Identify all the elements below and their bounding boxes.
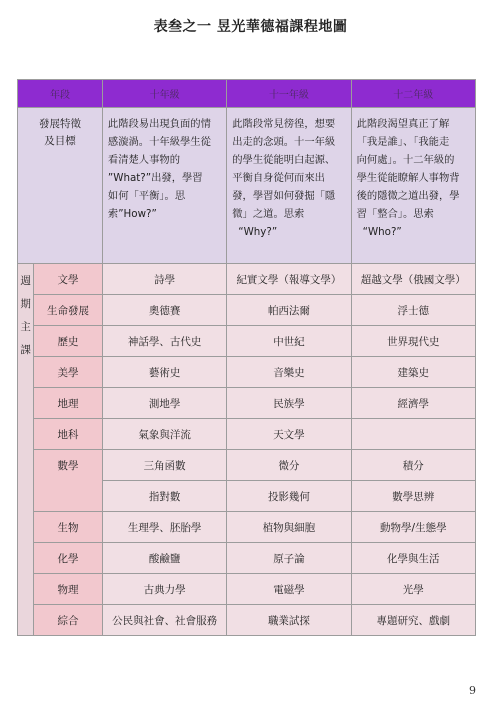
subject-cell: 地理: [34, 388, 103, 419]
subject-cell: 美學: [34, 357, 103, 388]
course-cell: 詩學: [102, 264, 226, 295]
side-label-char: 期: [20, 298, 31, 310]
course-cell: 動物學/生態學: [351, 512, 475, 543]
table-row: [18, 326, 476, 357]
table-header-row: [18, 80, 476, 108]
goals-grade-11: [227, 108, 351, 264]
header-grade-12: 十二年級: [351, 80, 475, 108]
subject-cell: 生命發展: [34, 295, 103, 326]
goals-text-line: 出走的念頭。十一年級: [232, 136, 336, 148]
goals-grade-12: [351, 108, 475, 264]
goals-text-line: 此階段常見徬徨，想要: [232, 118, 336, 130]
page-number: 9: [469, 684, 476, 697]
course-cell: 氣象與洋流: [102, 419, 226, 450]
course-cell: 藝術史: [102, 357, 226, 388]
goals-text-line: 索”How?”: [107, 208, 157, 220]
side-label-char: 週: [20, 275, 31, 287]
course-cell: 數學思辨: [351, 481, 475, 512]
subject-cell: 歷史: [34, 326, 103, 357]
course-cell: 神話學、古代史: [102, 326, 226, 357]
goals-text-line: 「我是誰」、「我能走: [356, 136, 450, 148]
header-grade-11: 十一年級: [227, 80, 351, 108]
goals-text-line: 學生從能瞭解人事物背: [356, 172, 460, 184]
goals-text-line: 此階段渴望真正了解: [356, 118, 450, 130]
course-cell: 測地學: [102, 388, 226, 419]
course-cell: 中世紀: [227, 326, 351, 357]
table-row: [18, 574, 476, 605]
course-cell: 民族學: [227, 388, 351, 419]
course-cell: 職業試探: [227, 605, 351, 636]
table-row: [18, 543, 476, 574]
course-cell: 光學: [351, 574, 475, 605]
course-cell: 三角函數: [102, 450, 226, 481]
goals-text-line: “Who?”: [362, 226, 402, 238]
subject-cell: 文學: [34, 264, 103, 295]
goals-label-line: 及目標: [44, 135, 76, 147]
goals-text-line: 此階段易出現負面的情: [107, 118, 211, 130]
course-cell: 紀實文學（報導文學）: [227, 264, 351, 295]
table-row: [18, 295, 476, 326]
header-grade-level: 年段: [18, 80, 103, 108]
course-cell: 帕西法爾: [227, 295, 351, 326]
table-row: [18, 450, 476, 481]
course-cell: 天文學: [227, 419, 351, 450]
course-cell: 建築史: [351, 357, 475, 388]
goals-text-line: 習「整合」。思索: [356, 208, 434, 220]
course-cell: 原子論: [227, 543, 351, 574]
course-cell: 指對數: [102, 481, 226, 512]
subject-cell: 地科: [34, 419, 103, 450]
course-cell: 積分: [351, 450, 475, 481]
goals-text-line: “Why?”: [238, 226, 278, 238]
course-cell: 浮士德: [351, 295, 475, 326]
side-label-char: 主: [20, 321, 31, 333]
table-row: [18, 388, 476, 419]
table-row: [18, 605, 476, 636]
goals-text-line: 如何「平衡」。思: [107, 190, 186, 202]
curriculum-table: [17, 79, 476, 636]
goals-label: [18, 108, 103, 264]
subject-cell: 化學: [34, 543, 103, 574]
course-cell: 世界現代史: [351, 326, 475, 357]
course-cell-empty: [351, 419, 475, 450]
subject-cell: 生物: [34, 512, 103, 543]
course-cell: 植物與細胞: [227, 512, 351, 543]
course-cell: 古典力學: [102, 574, 226, 605]
course-cell: 生理學、胚胎學: [102, 512, 226, 543]
course-cell: 經濟學: [351, 388, 475, 419]
side-label: [18, 264, 34, 636]
side-label-char: 課: [20, 344, 31, 356]
goals-label-line: 發展特徵: [38, 118, 81, 130]
course-cell: 音樂史: [227, 357, 351, 388]
goals-grade-10: [102, 108, 226, 264]
table-row: [18, 512, 476, 543]
table-row: [18, 357, 476, 388]
course-cell: 化學與生活: [351, 543, 475, 574]
subject-cell: 綜合: [34, 605, 103, 636]
course-cell: 投影幾何: [227, 481, 351, 512]
goals-text-line: 的學生從能明白起源、: [232, 154, 336, 166]
course-cell: 電磁學: [227, 574, 351, 605]
course-cell: 專題研究、戲劇: [351, 605, 475, 636]
table-row: [18, 264, 476, 295]
table-row: [18, 419, 476, 450]
page-title: 表叁之一 昱光華德福課程地圖: [153, 19, 348, 35]
course-cell: 奧德賽: [102, 295, 226, 326]
goals-text-line: 微」之道。思索: [232, 208, 305, 220]
subject-cell: 數學: [34, 450, 103, 512]
goals-text-line: 後的隱微之道出發，學: [356, 190, 460, 202]
goals-text-line: 向何處」。十二年級的: [356, 154, 455, 166]
goals-text-line: 發，學習如何發掘「隱: [232, 190, 336, 202]
header-grade-10: 十年級: [102, 80, 226, 108]
goals-text-line: 感漩渦。十年級學生從: [107, 136, 211, 148]
goals-text-line: 平衡自身從何而來出: [232, 172, 325, 184]
course-cell: 公民與社會、社會服務: [102, 605, 226, 636]
goals-row: [18, 108, 476, 264]
course-cell: 酸鹼鹽: [102, 543, 226, 574]
subject-cell: 物理: [34, 574, 103, 605]
course-cell: 微分: [227, 450, 351, 481]
goals-text-line: ”What?”出發，學習: [107, 172, 203, 184]
goals-text-line: 看清楚人事物的: [107, 154, 180, 166]
course-cell: 超越文學（俄國文學）: [351, 264, 475, 295]
